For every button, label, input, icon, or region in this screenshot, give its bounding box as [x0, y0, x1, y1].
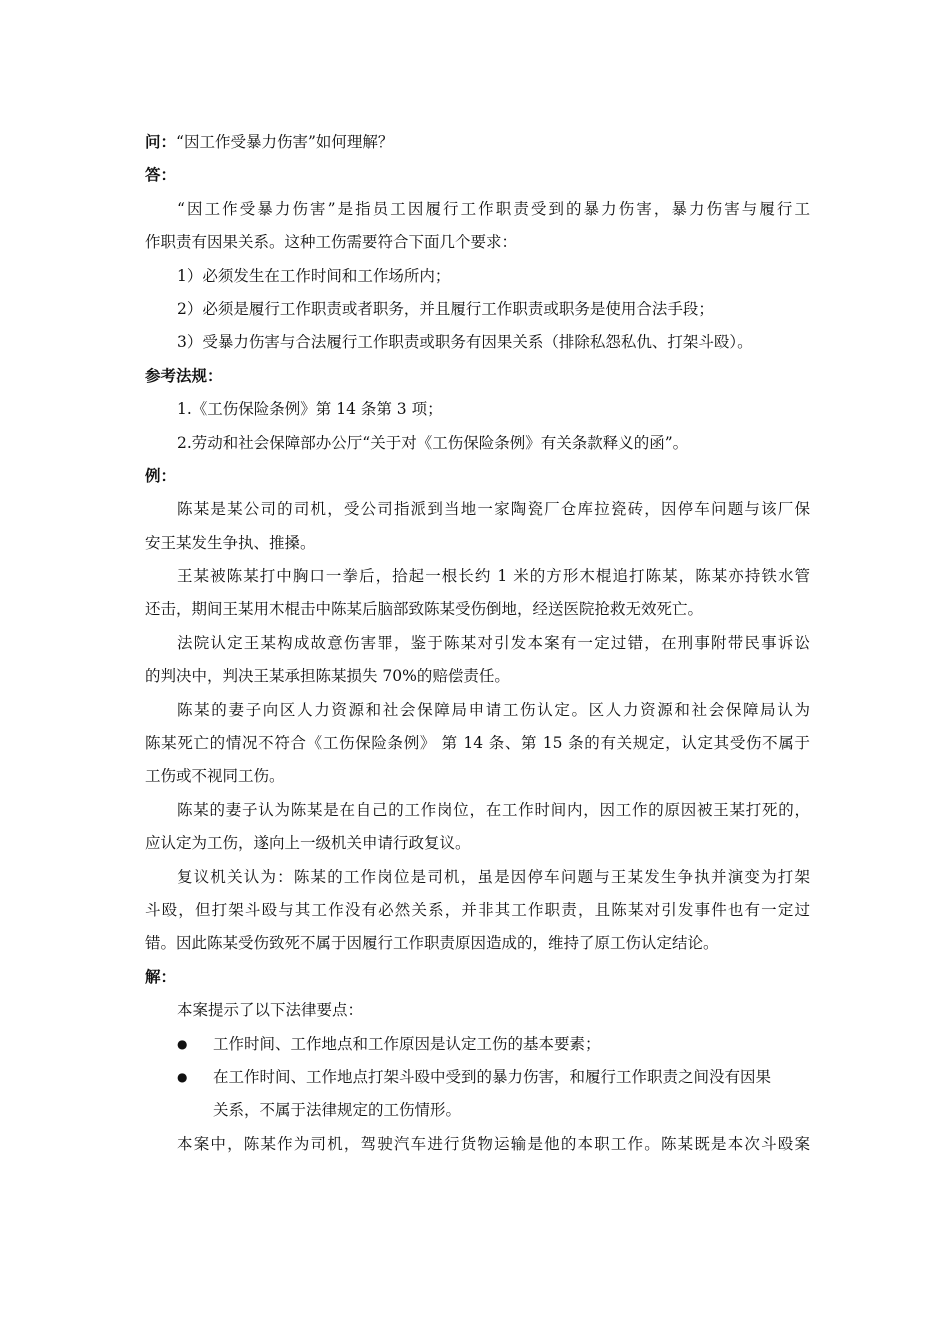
example-p2-line1: 王某被陈某打中胸口一拳后，拾起一根长约 1 米的方形木棍追打陈某，陈某亦持铁水管 [177, 567, 810, 586]
example-p4-line1: 陈某的妻子向区人力资源和社会保障局申请工伤认定。区人力资源和社会保障局认为 [177, 700, 810, 719]
bullet-item-2-continuation: 关系，不属于法律规定的工伤情形。 [213, 1101, 462, 1120]
question-line [145, 126, 810, 159]
solution-closing: 本案中，陈某作为司机，驾驶汽车进行货物运输是他的本职工作。陈某既是本次斗殴案 [177, 1134, 810, 1153]
bullet-icon: ● [177, 1036, 188, 1051]
example-label: 例： [145, 466, 177, 485]
example-p1-line1: 陈某是某公司的司机，受公司指派到当地一家陶瓷厂仓库拉瓷砖，因停车问题与该厂保 [177, 500, 810, 519]
example-p5-line1: 陈某的妻子认为陈某是在自己的工作岗位，在工作时间内，因工作的原因被王某打死的， [177, 800, 810, 819]
question-label: 问： [145, 133, 177, 151]
bullet-item-1 [145, 1028, 810, 1061]
document-body [145, 126, 810, 1161]
bullet-item-2 [145, 1061, 810, 1094]
example-p4-line3: 工伤或不视同工伤。 [145, 767, 285, 786]
reference-item-1: 1.《工伤保险条例》第 14 条第 3 项； [177, 400, 443, 419]
example-p2-line2: 还击，期间王某用木棍击中陈某后脑部致陈某受伤倒地，经送医院抢救无效死亡。 [145, 600, 704, 619]
bullet-item-2-text: 在工作时间、工作地点打架斗殴中受到的暴力伤害，和履行工作职责之间没有因果 [213, 1067, 772, 1086]
example-p3-line1: 法院认定王某构成故意伤害罪，鉴于陈某对引发本案有一定过错，在刑事附带民事诉讼 [177, 633, 810, 652]
example-p6-line1: 复议机关认为：陈某的工作岗位是司机，虽是因停车问题与王某发生争执并演变为打架 [177, 867, 810, 886]
answer-item-3: 3）受暴力伤害与合法履行工作职责或职务有因果关系（排除私怨私仇、打架斗殴）。 [177, 333, 753, 352]
example-p3-line2: 的判决中，判决王某承担陈某损失 70%的赔偿责任。 [145, 667, 510, 686]
solution-label: 解： [145, 967, 177, 986]
example-p1-line2: 安王某发生争执、推搡。 [145, 533, 316, 552]
example-p5-line2: 应认定为工伤，遂向上一级机关申请行政复议。 [145, 834, 471, 853]
example-p6-line3: 错。因此陈某受伤致死不属于因履行工作职责原因造成的，维持了原工伤认定结论。 [145, 934, 719, 953]
answer-item-1: 1）必须发生在工作时间和工作场所内； [177, 266, 451, 285]
bullet-item-1-text: 工作时间、工作地点和工作原因是认定工伤的基本要素； [213, 1034, 601, 1053]
example-p6-line2: 斗殴，但打架斗殴与其工作没有必然关系，并非其工作职责，且陈某对引发事件也有一定过 [145, 900, 810, 919]
reference-item-2: 2.劳动和社会保障部办公厅“关于对《工伤保险条例》有关条款释义的函”。 [177, 433, 689, 452]
answer-intro-line2: 作职责有因果关系。这种工伤需要符合下面几个要求： [145, 233, 518, 252]
solution-intro: 本案提示了以下法律要点： [177, 1001, 364, 1020]
answer-intro-line1: “因工作受暴力伤害”是指员工因履行工作职责受到的暴力伤害，暴力伤害与履行工 [177, 199, 810, 218]
answer-item-2: 2）必须是履行工作职责或者职务，并且履行工作职责或职务是使用合法手段； [177, 299, 714, 318]
question-text: “因工作受暴力伤害”如何理解？ [176, 133, 394, 151]
answer-label: 答： [145, 166, 177, 185]
example-p4-line2: 陈某死亡的情况不符合《工伤保险条例》 第 14 条、第 15 条的有关规定，认定其受伤不属于 [145, 734, 810, 753]
references-label: 参考法规： [145, 366, 223, 385]
bullet-icon: ● [177, 1069, 188, 1084]
